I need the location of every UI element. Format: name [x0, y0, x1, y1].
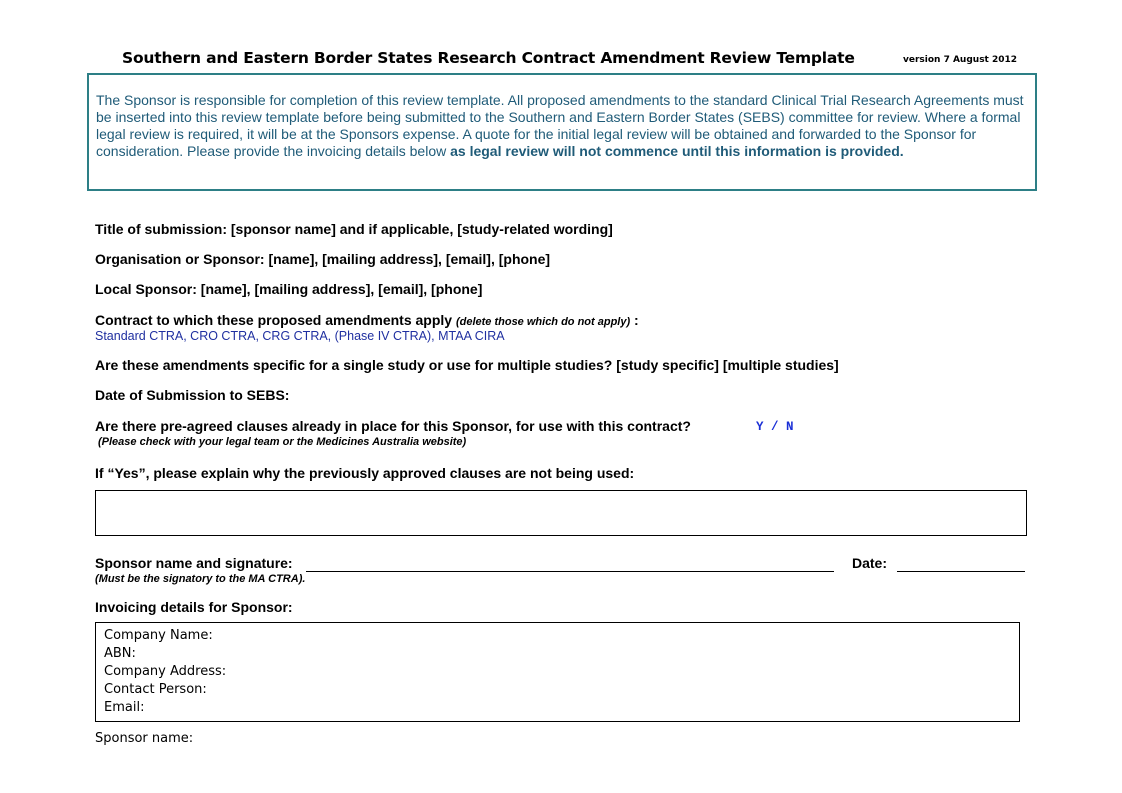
preagreed-question: Are there pre-agreed clauses already in place for this Sponsor, for use with this contract? — [95, 418, 691, 434]
sponsor-name-label: Sponsor name: — [95, 731, 194, 746]
sponsor-signature-label: Sponsor name and signature: — [95, 555, 293, 571]
explain-input-box[interactable] — [95, 490, 1027, 536]
notice-emphasis: as legal review will not commence until this information is provided. — [450, 143, 904, 159]
invoice-abn: ABN: — [104, 646, 136, 661]
local-sponsor[interactable]: Local Sponsor: [name], [mailing address], [email], [phone] — [95, 281, 483, 297]
notice-body: The Sponsor is responsible for completion of this review template. All proposed amendments to the standard Clinical Trial Research Agreements must be inserted into this review template before being submitted to the Southern and Eastern Border States (SEBS) committee for review. Where a formal legal review is required, it will be at the Sponsors expense. A quote for the initial legal review will be obtained and forwarded to the Sponsor for consideration. Please provide the invoicing details below — [96, 92, 1024, 159]
invoicing-box[interactable] — [95, 622, 1020, 722]
contract-question — [95, 312, 639, 328]
specific-question[interactable]: Are these amendments specific for a single study or use for multiple studies? [study specific] [multiple studies] — [95, 357, 839, 373]
preagreed-note: (Please check with your legal team or the Medicines Australia website) — [98, 436, 467, 448]
date-label: Date: — [852, 555, 888, 571]
contract-label: Contract to which these proposed amendments apply — [95, 312, 456, 328]
invoice-email: Email: — [104, 700, 145, 715]
yes-explain-label: If “Yes”, please explain why the previously approved clauses are not being used: — [95, 465, 635, 481]
yes-no-choice[interactable]: Y / N — [756, 420, 794, 434]
date-line[interactable] — [897, 571, 1025, 572]
page-title: Southern and Eastern Border States Research Contract Amendment Review Template — [122, 49, 855, 67]
contract-note: (delete those which do not apply) — [455, 316, 631, 328]
title-of-submission[interactable]: Title of submission: [sponsor name] and if applicable, [study-related wording] — [95, 221, 613, 237]
invoice-contact-person: Contact Person: — [104, 682, 207, 697]
organisation-sponsor[interactable]: Organisation or Sponsor: [name], [mailing address], [email], [phone] — [95, 251, 551, 267]
date-of-submission[interactable]: Date of Submission to SEBS: — [95, 387, 290, 403]
invoice-company-address: Company Address: — [104, 664, 227, 679]
contract-options[interactable]: Standard CTRA, CRO CTRA, CRG CTRA, (Phase IV CTRA), MTAA CIRA — [95, 329, 505, 343]
contract-colon: : — [630, 312, 639, 328]
notice-text — [96, 92, 1031, 160]
invoice-company-name: Company Name: — [104, 628, 213, 643]
signature-note: (Must be the signatory to the MA CTRA). — [95, 573, 306, 585]
invoicing-label: Invoicing details for Sponsor: — [95, 599, 293, 615]
notice-box — [87, 73, 1037, 191]
version-label: version 7 August 2012 — [903, 55, 1018, 65]
signature-line[interactable] — [306, 571, 834, 572]
